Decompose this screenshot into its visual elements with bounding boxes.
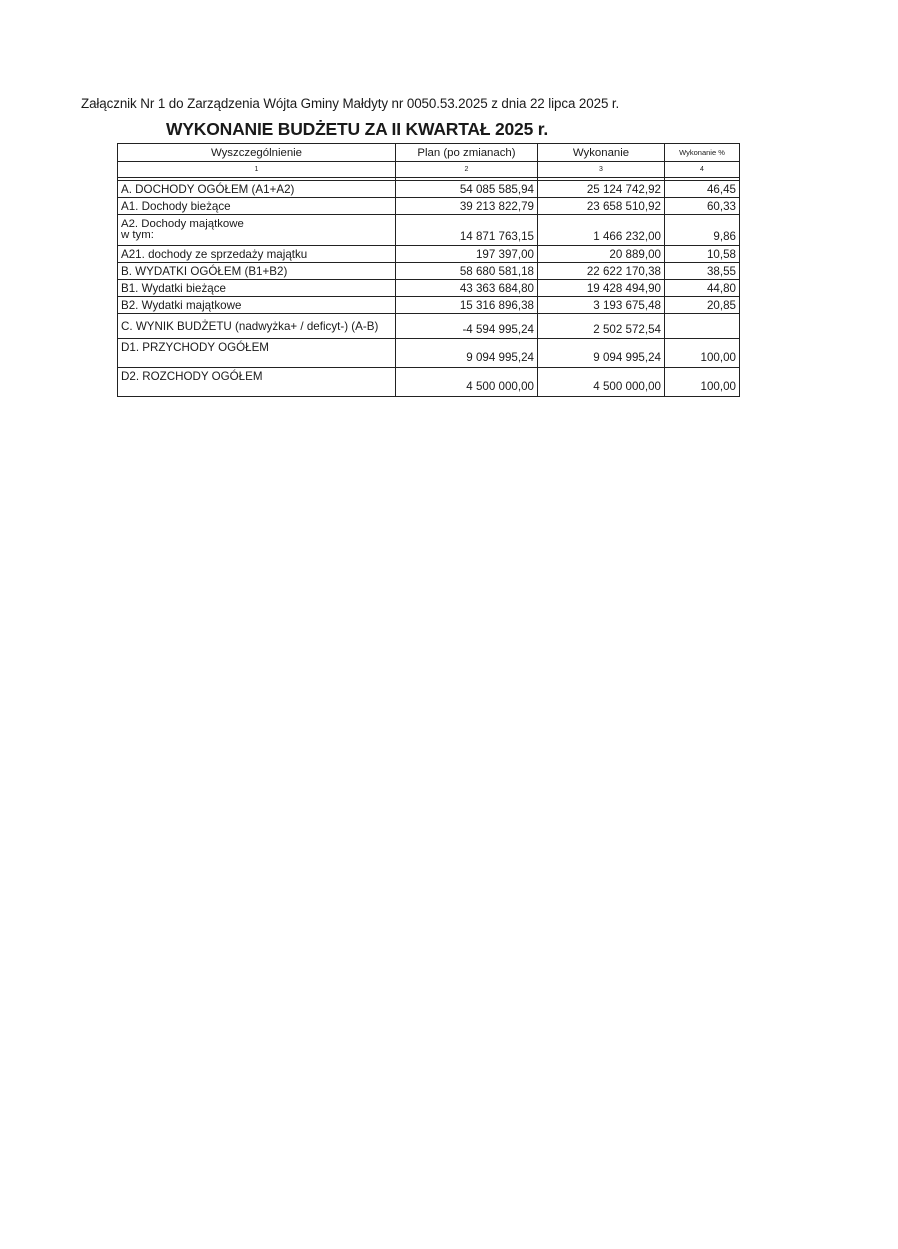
row-execution: 1 466 232,00 [538,215,665,246]
row-label: D1. PRZYCHODY OGÓŁEM [118,339,396,368]
row-plan: -4 594 995,24 [396,314,538,339]
row-label: A. DOCHODY OGÓŁEM (A1+A2) [118,181,396,198]
row-percent: 44,80 [665,280,740,297]
row-label [118,215,396,246]
row-percent: 10,58 [665,246,740,263]
row-plan: 14 871 763,15 [396,215,538,246]
table-row [118,339,740,368]
row-percent: 60,33 [665,198,740,215]
table-row [118,215,740,246]
column-number: 4 [665,162,740,178]
row-plan: 39 213 822,79 [396,198,538,215]
table-row [118,280,740,297]
row-execution: 22 622 170,38 [538,263,665,280]
row-percent: 9,86 [665,215,740,246]
row-label: B1. Wydatki bieżące [118,280,396,297]
header-execution: Wykonanie [538,144,665,162]
row-plan: 4 500 000,00 [396,368,538,397]
header-description: Wyszczególnienie [118,144,396,162]
row-plan: 15 316 896,38 [396,297,538,314]
row-execution: 19 428 494,90 [538,280,665,297]
table-row [118,198,740,215]
column-number: 2 [396,162,538,178]
column-number: 1 [118,162,396,178]
table-header-row [118,144,740,162]
table-row [118,181,740,198]
row-execution: 20 889,00 [538,246,665,263]
row-plan: 43 363 684,80 [396,280,538,297]
row-label: B2. Wydatki majątkowe [118,297,396,314]
row-execution: 3 193 675,48 [538,297,665,314]
table-row [118,263,740,280]
row-label-line1: A2. Dochody majątkowe [121,218,244,230]
row-execution: 9 094 995,24 [538,339,665,368]
table-row [118,368,740,397]
row-plan: 9 094 995,24 [396,339,538,368]
row-label: B. WYDATKI OGÓŁEM (B1+B2) [118,263,396,280]
column-number: 3 [538,162,665,178]
row-percent: 38,55 [665,263,740,280]
annex-reference-line: Załącznik Nr 1 do Zarządzenia Wójta Gminy Małdyty nr 0050.53.2025 z dnia 22 lipca 2025 r. [81,96,620,111]
row-execution: 23 658 510,92 [538,198,665,215]
document-title: WYKONANIE BUDŻETU ZA II KWARTAŁ 2025 r. [166,119,549,139]
row-plan: 58 680 581,18 [396,263,538,280]
row-label: A1. Dochody bieżące [118,198,396,215]
column-number-row [118,162,740,178]
row-plan: 54 085 585,94 [396,181,538,198]
row-percent: 20,85 [665,297,740,314]
header-plan: Plan (po zmianach) [396,144,538,162]
header-execution-percent: Wykonanie % [665,144,740,162]
row-label: C. WYNIK BUDŻETU (nadwyżka+ / deficyt-) (A-B) [118,314,396,339]
row-execution: 4 500 000,00 [538,368,665,397]
row-percent [665,314,740,339]
row-execution: 2 502 572,54 [538,314,665,339]
table-row [118,314,740,339]
row-label: A21. dochody ze sprzedaży majątku [118,246,396,263]
row-plan: 197 397,00 [396,246,538,263]
row-label-line2: w tym: [121,229,154,241]
budget-execution-table [117,143,740,397]
table-row [118,246,740,263]
row-percent: 46,45 [665,181,740,198]
row-label: D2. ROZCHODY OGÓŁEM [118,368,396,397]
row-percent: 100,00 [665,339,740,368]
row-percent: 100,00 [665,368,740,397]
table-row [118,297,740,314]
row-execution: 25 124 742,92 [538,181,665,198]
